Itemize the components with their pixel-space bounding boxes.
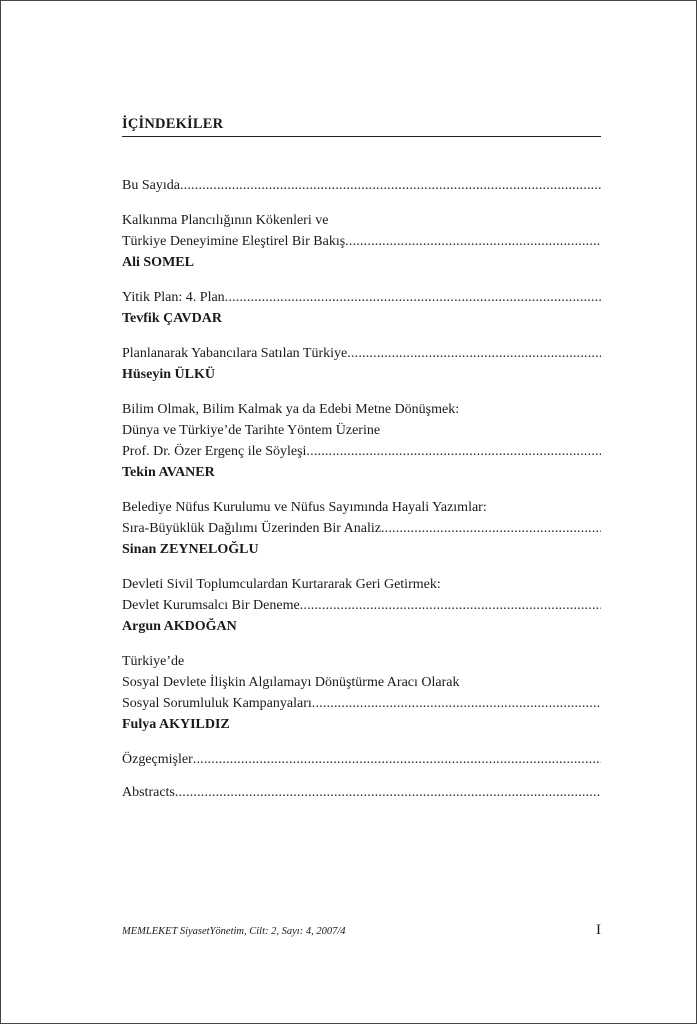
entry-title-line: Abstracts bbox=[122, 785, 175, 800]
entry-author: Fulya AKYILDIZ bbox=[122, 717, 230, 732]
entry-title-line: Devleti Sivil Toplumculardan Kurtararak Geri Getirmek: bbox=[122, 577, 441, 592]
entry-title-line: Türkiye’de bbox=[122, 654, 185, 669]
toc-entry-kalkinma[interactable] bbox=[122, 210, 601, 273]
entry-author: Tekin AVANER bbox=[122, 465, 215, 480]
toc-entry-devleti[interactable] bbox=[122, 574, 601, 637]
dot-leader bbox=[347, 343, 601, 364]
entry-author: Hüseyin ÜLKÜ bbox=[122, 367, 215, 382]
entry-title-line: Kalkınma Plancılığının Kökenleri ve bbox=[122, 213, 329, 228]
entry-title-line: Yitik Plan: 4. Plan bbox=[122, 290, 225, 305]
toc-entries bbox=[122, 175, 601, 803]
dot-leader bbox=[175, 782, 601, 803]
toc-entry-bilim-olmak[interactable] bbox=[122, 399, 601, 483]
dot-leader bbox=[193, 749, 601, 770]
entry-title-line: Sosyal Sorumluluk Kampanyaları bbox=[122, 696, 312, 711]
entry-author: Ali SOMEL bbox=[122, 255, 194, 270]
dot-leader bbox=[381, 518, 601, 539]
entry-title-line: Bilim Olmak, Bilim Kalmak ya da Edebi Metne Dönüşmek: bbox=[122, 402, 460, 417]
page-number: I bbox=[596, 922, 601, 938]
entry-title-line: Türkiye Deneyimine Eleştirel Bir Bakış bbox=[122, 234, 346, 249]
toc-entry-ozgecmisler[interactable] bbox=[122, 749, 601, 770]
dot-leader bbox=[345, 231, 601, 252]
entry-title-line: Özgeçmişler bbox=[122, 752, 193, 767]
dot-leader bbox=[225, 287, 601, 308]
toc-entry-bu-sayida[interactable] bbox=[122, 175, 601, 196]
toc-entry-belediye[interactable] bbox=[122, 497, 601, 560]
entry-title-line: Belediye Nüfus Kurulumu ve Nüfus Sayımında Hayali Yazımlar: bbox=[122, 500, 487, 515]
dot-leader bbox=[180, 175, 601, 196]
entry-title-line: Sıra-Büyüklük Dağılımı Üzerinden Bir Analiz bbox=[122, 521, 381, 536]
entry-title-line: Bu Sayıda bbox=[122, 178, 180, 193]
journal-citation: MEMLEKET SiyasetYönetim, Cilt: 2, Sayı: 4, 2007/4 bbox=[122, 926, 346, 937]
dot-leader bbox=[300, 595, 601, 616]
entry-title-line: Sosyal Devlete İlişkin Algılamayı Dönüştürme Aracı Olarak bbox=[122, 675, 460, 690]
entry-author: Tevfik ÇAVDAR bbox=[122, 311, 222, 326]
table-of-contents bbox=[122, 114, 601, 815]
entry-author: Sinan ZEYNELOĞLU bbox=[122, 542, 259, 557]
toc-entry-abstracts[interactable] bbox=[122, 782, 601, 803]
dot-leader bbox=[312, 693, 601, 714]
entry-title-line: Prof. Dr. Özer Ergenç ile Söyleşi bbox=[122, 444, 307, 459]
entry-title-line: Dünya ve Türkiye’de Tarihte Yöntem Üzerine bbox=[122, 423, 381, 438]
entry-title-line: Planlanarak Yabancılara Satılan Türkiye bbox=[122, 346, 348, 361]
toc-title: İÇİNDEKİLER bbox=[122, 114, 601, 137]
toc-entry-planlanarak[interactable] bbox=[122, 343, 601, 385]
toc-entry-yitik-plan[interactable] bbox=[122, 287, 601, 329]
dot-leader bbox=[306, 441, 601, 462]
entry-title-line: Devlet Kurumsalcı Bir Deneme bbox=[122, 598, 300, 613]
entry-author: Argun AKDOĞAN bbox=[122, 619, 237, 634]
toc-entry-turkiyede[interactable] bbox=[122, 651, 601, 735]
page-footer bbox=[122, 922, 601, 939]
